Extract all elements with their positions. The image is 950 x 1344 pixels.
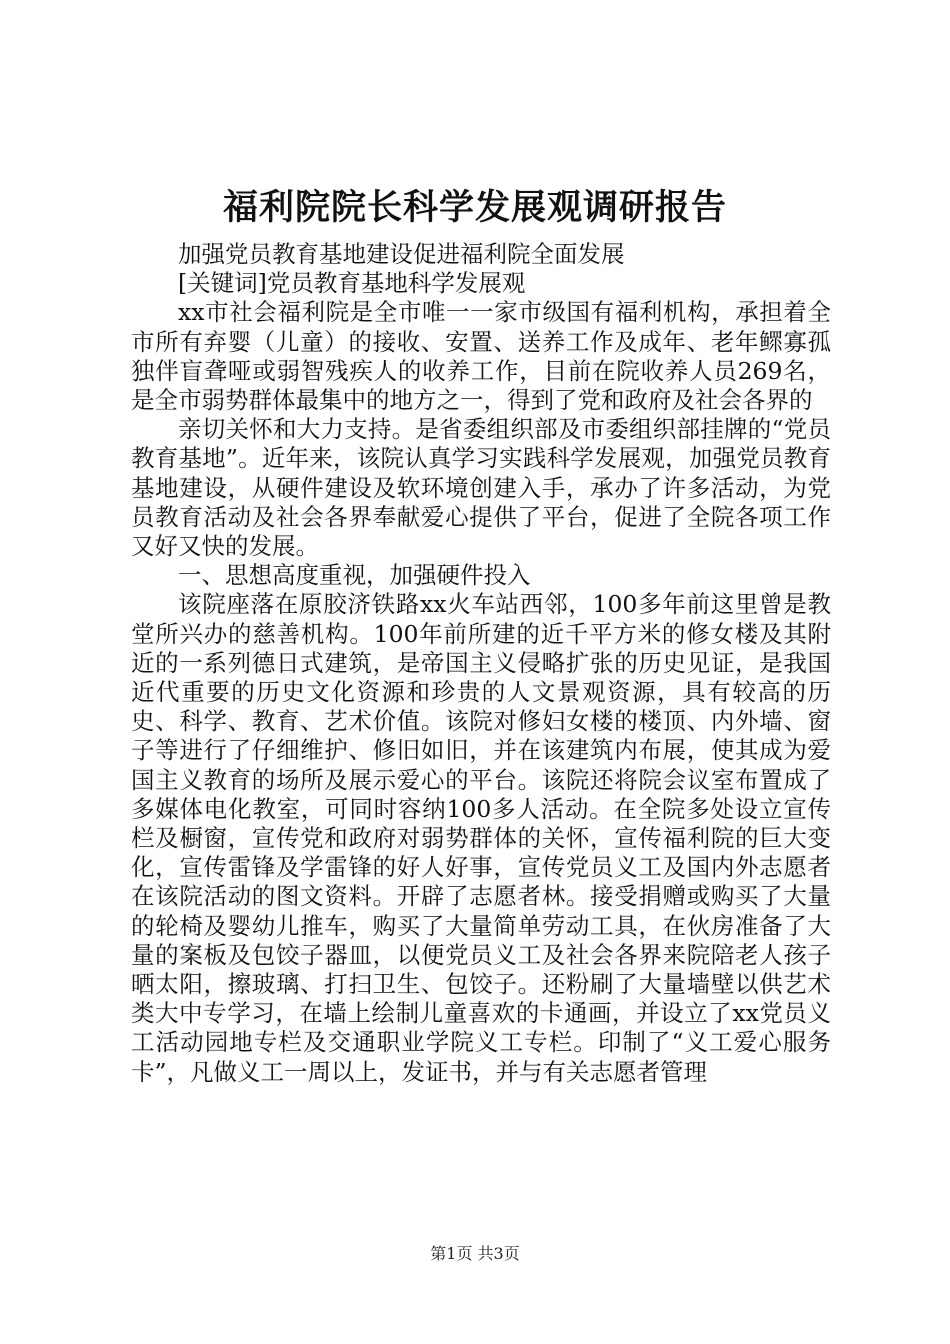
subtitle-paragraph: 加强党员教育基地建设促进福利院全面发展 [178,240,625,268]
intro-paragraph: xx市社会福利院是全市唯一一家市级国有福利机构，承担着全市所有弃婴（儿童）的接收、安置、送养工作及成年、老年鳏寡孤独伴盲聋哑或弱智残疾人的收养工作，目前在院收养人员269名，是全市弱势群体最集中的地方之一，得到了党和政府及社会各界的 [131,298,831,415]
document-title: 福利院院长科学发展观调研报告 [222,187,727,228]
body-paragraph: 该院座落在原胶济铁路xx火车站西邻，100多年前这里曾是教堂所兴办的慈善机构。100年前所建的近千平方米的修女楼及其附近的一系列德日式建筑，是帝国主义侵略扩张的历史见证，是我国近代重要的历史文化资源和珍贵的人文景观资源，具有较高的历史、科学、教育、艺术价值。该院对修妇女楼的楼顶、内外墙、窗子等进行了仔细维护、修旧如旧，并在该建筑内布展，使其成为爱国主义教育的场所及展示爱心的平台。该院还将院会议室布置成了多媒体电化教室，可同时容纳100多人活动。在全院多处设立宣传栏及橱窗，宣传党和政府对弱势群体的关怀，宣传福利院的巨大变化，宣传雷锋及学雷锋的好人好事，宣传党员义工及国内外志愿者在该院活动的图文资料。开辟了志愿者林。接受捐赠或购买了大量的轮椅及婴幼儿推车，购买了大量简单劳动工具，在伙房准备了大量的案板及包饺子器皿，以便党员义工及社会各界来院陪老人孩子晒太阳，擦玻璃、打扫卫生、包饺子。还粉刷了大量墙壁以供艺术类大中专学习，在墙上绘制儿童喜欢的卡通画，并设立了xx党员义工活动园地专栏及交通职业学院义工专栏。印制了“义工爱心服务卡”，凡做义工一周以上，发证书，并与有关志愿者管理 [131,590,831,1086]
document-body [131,240,831,1087]
page-footer: 第1页 共3页 [430,1244,520,1263]
section-heading: 一、思想高度重视，加强硬件投入 [178,561,531,590]
body-paragraph: 亲切关怀和大力支持。是省委组织部及市委组织部挂牌的“党员教育基地”。近年来，该院认真学习实践科学发展观，加强党员教育基地建设，从硬件建设及软环境创建入手，承办了许多活动，为党员教育活动及社会各界奉献爱心提供了平台，促进了全院各项工作又好又快的发展。 [131,415,831,561]
keywords-paragraph: [关键词]党员教育基地科学发展观 [178,269,526,298]
